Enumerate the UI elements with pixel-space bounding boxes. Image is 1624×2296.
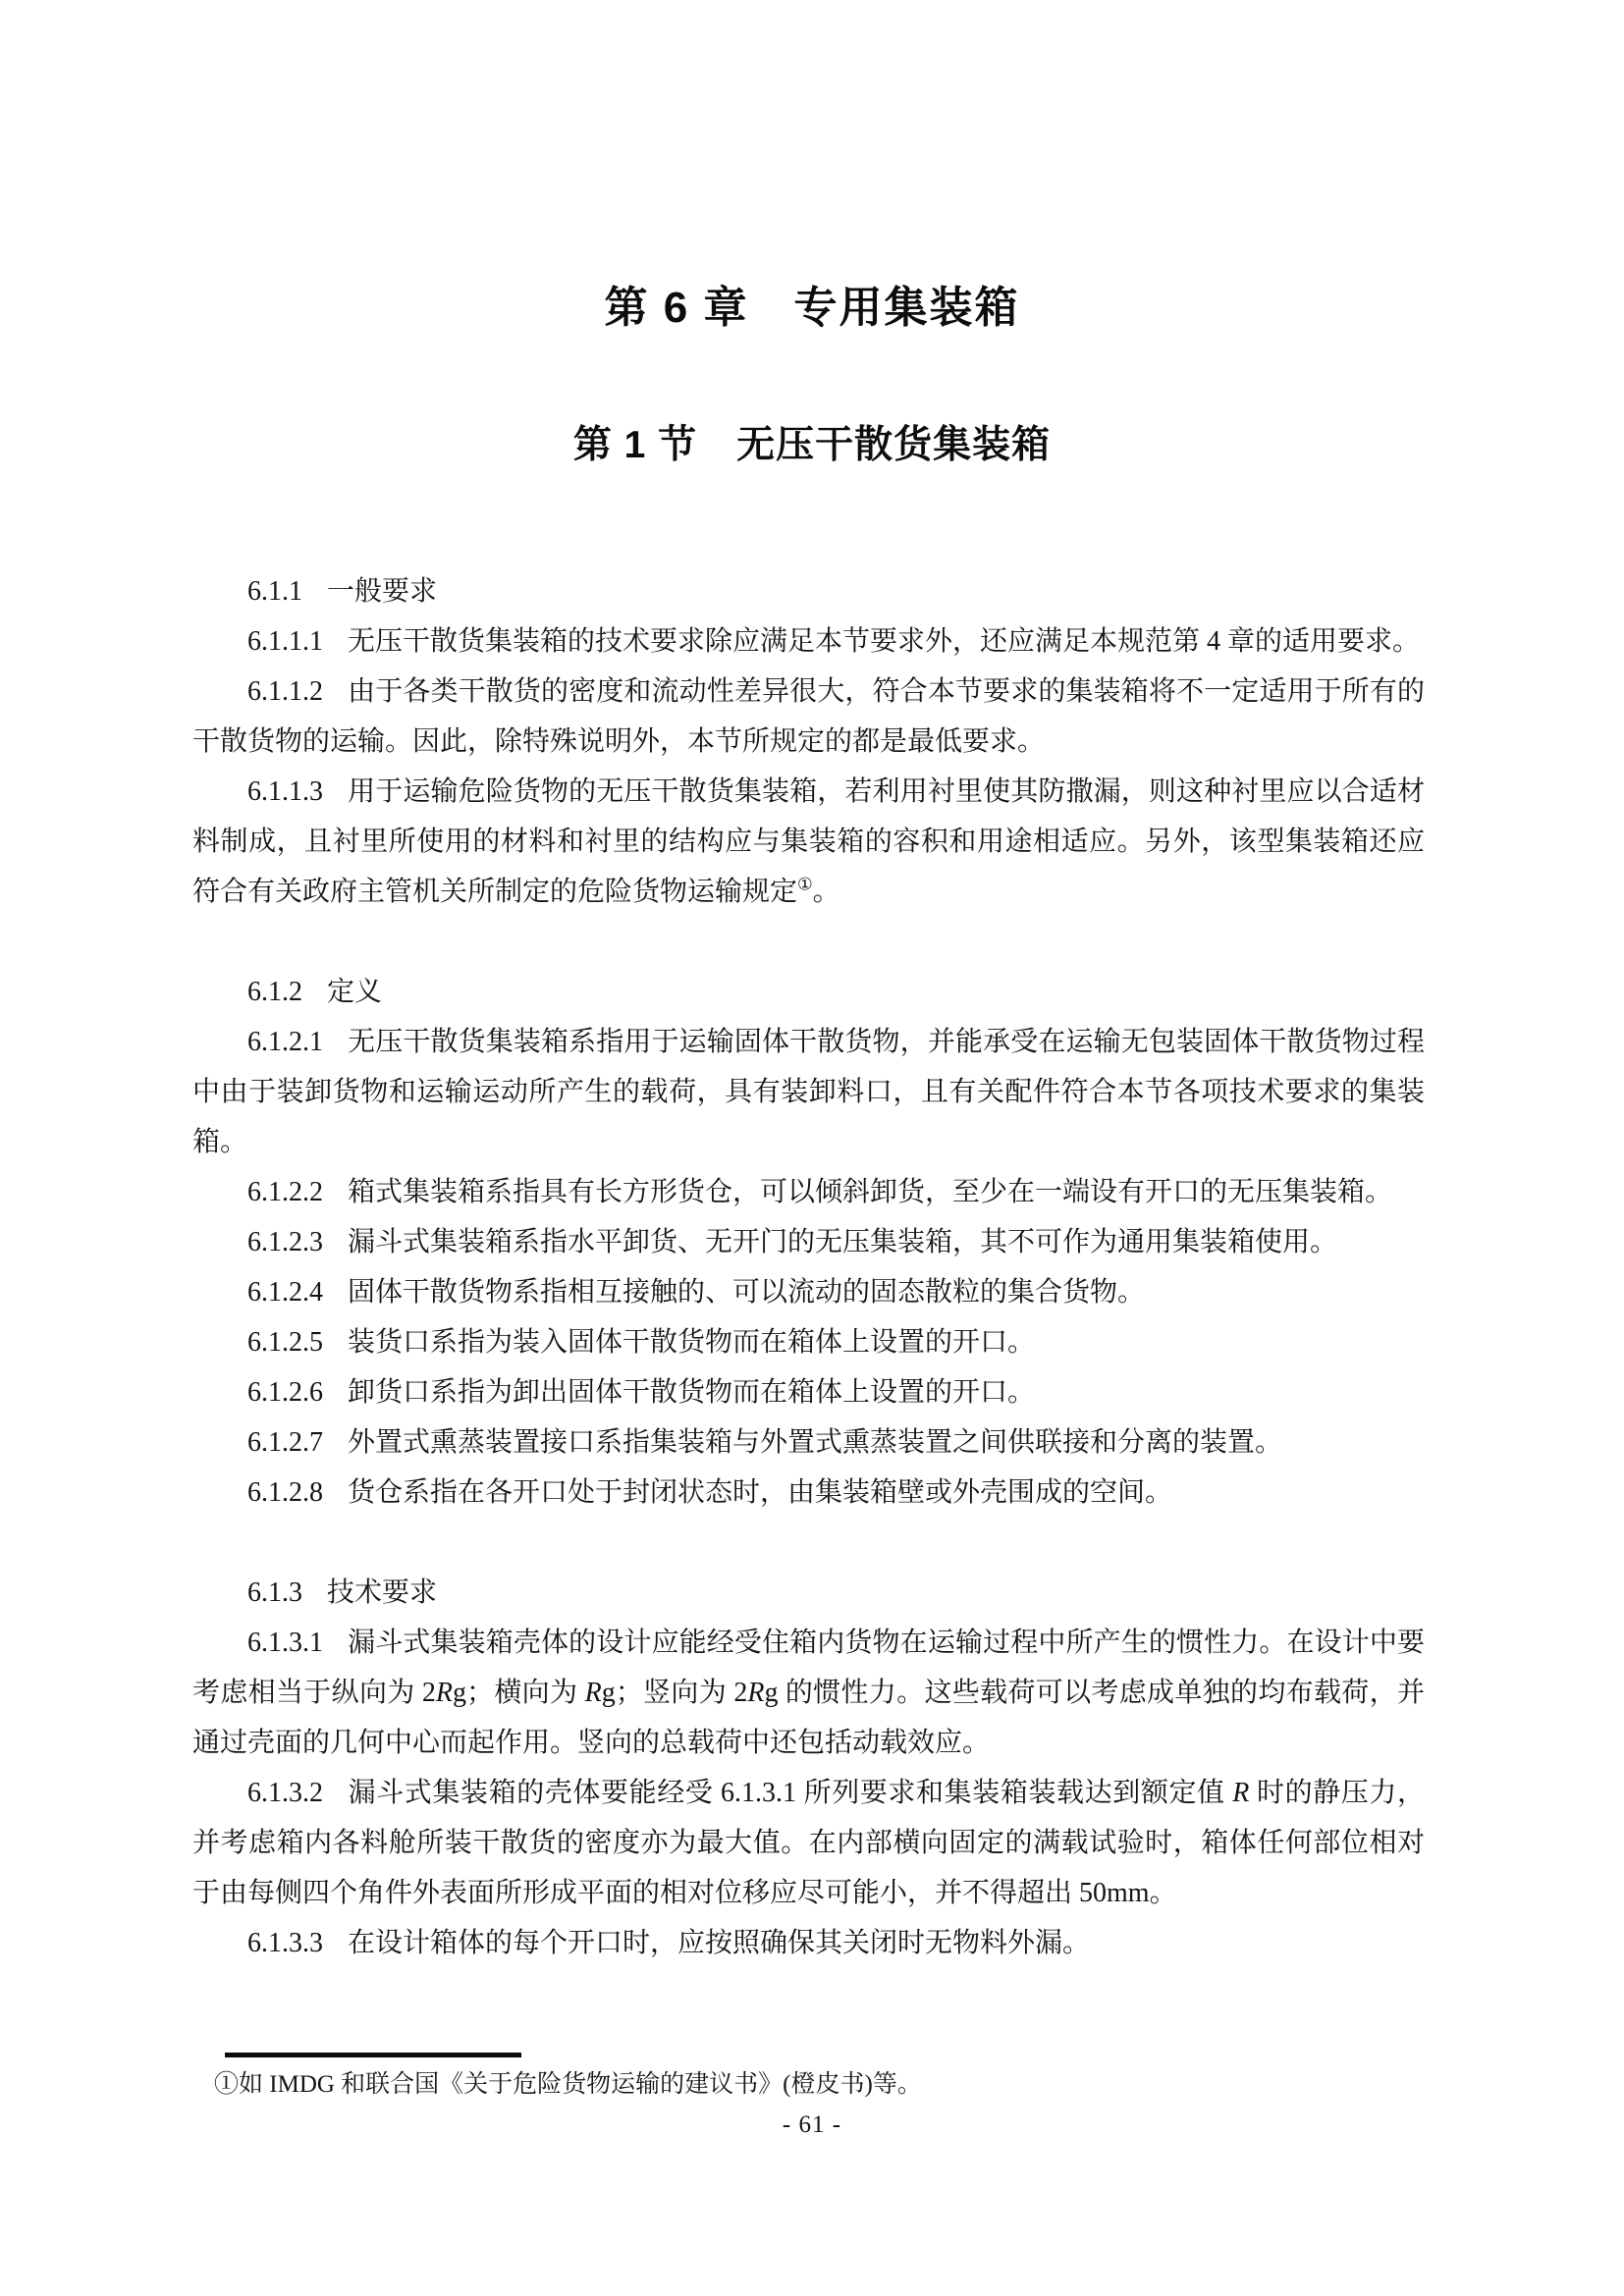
clause-text: 漏斗式集装箱的壳体要能经受 6.1.3.1 所列要求和集装箱装载达到额定值 — [348, 1778, 1233, 1808]
clause-text: 在设计箱体的每个开口时，应按照确保其关闭时无物料外漏。 — [348, 1928, 1091, 1958]
clause-text: R — [1232, 1778, 1250, 1808]
footnote-text — [214, 2068, 1425, 2102]
clause-number: 6.1.2.6 — [247, 1377, 323, 1408]
clause-number: 6.1.3.3 — [247, 1928, 323, 1958]
footnote-reference-mark: ① — [797, 875, 813, 894]
footnote-area — [192, 2053, 1425, 2102]
clause-text: 无压干散货集装箱系指用于运输固体干散货物，并能承受在运输无包装固体干散货物过程中由于装卸货物和运输运动所产生的载荷，具有装卸料口，且有关配件符合本节各项技术要求的集装箱。 — [192, 1027, 1425, 1157]
clause-6.1.3.3 — [192, 1918, 1425, 1968]
clause-text: 漏斗式集装箱系指水平卸货、无开门的无压集装箱，其不可作为通用集装箱使用。 — [348, 1227, 1338, 1257]
clause-text: 技术要求 — [327, 1577, 438, 1608]
clause-number: 6.1.1.1 — [247, 626, 323, 657]
clause-number: 6.1.2.1 — [247, 1027, 323, 1057]
clause-text: 用于运输危险货物的无压干散货集装箱，若利用衬里使其防撒漏，则这种衬里应以合适材料制成，且衬里所使用的材料和衬里的结构应与集装箱的容积和用途相适应。另外，该型集装箱还应符合有关政府主管机关所制定的危险货物运输规定 — [192, 776, 1425, 907]
clause-text: g 的惯性力。这些载荷可以考虑成单独的均布载荷，并通过壳面的几何中心而起作用。竖向的总载荷中还包括动载效应。 — [192, 1678, 1425, 1758]
clause-number: 6.1.2.4 — [247, 1277, 323, 1308]
clause-6.1.1.3 — [192, 767, 1425, 917]
clause-text: R — [584, 1678, 602, 1708]
clause-6.1.2.3 — [192, 1217, 1425, 1267]
clause-text: 。 — [812, 877, 840, 907]
clause-text: 漏斗式集装箱壳体的设计应能经受住箱内货物在运输过程中所产生的惯性力。在设计中要考虑相当于纵向为 2 — [192, 1628, 1425, 1708]
clause-6.1.2.5 — [192, 1317, 1425, 1367]
clause-text: 外置式熏蒸装置接口系指集装箱与外置式熏蒸装置之间供联接和分离的装置。 — [348, 1427, 1283, 1458]
clause-text: g；横向为 — [453, 1678, 585, 1708]
clause-6.1.3.2 — [192, 1768, 1425, 1918]
footnote-separator — [225, 2053, 521, 2057]
clause-heading-6.1.3 — [192, 1568, 1425, 1618]
section-title: 第 1 节 无压干散货集装箱 — [572, 424, 1052, 466]
clause-number: 6.1.1.2 — [247, 676, 323, 707]
clause-number: 6.1.2.2 — [247, 1177, 323, 1207]
clause-number: 6.1.2.3 — [247, 1227, 323, 1257]
footnote-body: 如 IMDG 和联合国《关于危险货物运输的建议书》(橙皮书)等。 — [239, 2071, 922, 2098]
clause-number: 6.1.2.5 — [247, 1327, 323, 1358]
clause-text: 时的静压力，并考虑箱内各料舱所装干散货的密度亦为最大值。在内部横向固定的满载试验时，箱体任何部位相对于由每侧四个角件外表面所形成平面的相对位移应尽可能小，并不得超出 50mm。 — [192, 1778, 1425, 1908]
clause-number: 6.1.2.7 — [247, 1427, 323, 1458]
footnote-marker: ① — [214, 2071, 240, 2098]
clause-number: 6.1.2.8 — [247, 1477, 323, 1508]
clause-text: R — [747, 1678, 765, 1708]
clause-text: 箱式集装箱系指具有长方形货仓，可以倾斜卸货，至少在一端设有开口的无压集装箱。 — [348, 1177, 1393, 1207]
body-text — [192, 566, 1425, 1968]
clause-6.1.2.1 — [192, 1017, 1425, 1167]
clause-number: 6.1.1.3 — [247, 776, 323, 807]
clause-text: 固体干散货物系指相互接触的、可以流动的固态散粒的集合货物。 — [348, 1277, 1146, 1308]
clause-text: g；竖向为 2 — [601, 1678, 748, 1708]
clause-heading-6.1.1 — [192, 566, 1425, 616]
clause-6.1.3.1 — [192, 1618, 1425, 1768]
clause-6.1.1.1 — [192, 616, 1425, 667]
clause-number: 6.1.1 — [247, 576, 302, 607]
clause-text: 无压干散货集装箱的技术要求除应满足本节要求外，还应满足本规范第 4 章的适用要求。 — [348, 626, 1421, 657]
clause-6.1.1.2 — [192, 667, 1425, 767]
clause-text: 一般要求 — [327, 576, 438, 607]
clause-number: 6.1.3 — [247, 1577, 302, 1608]
clause-text: 定义 — [327, 977, 383, 1007]
clause-6.1.2.7 — [192, 1417, 1425, 1468]
clause-6.1.2.6 — [192, 1367, 1425, 1417]
clause-6.1.2.4 — [192, 1267, 1425, 1317]
clause-text: 货仓系指在各开口处于封闭状态时，由集装箱壁或外壳围成的空间。 — [348, 1477, 1173, 1508]
page-number: - 61 - — [782, 2111, 842, 2138]
clause-number: 6.1.3.2 — [247, 1778, 323, 1808]
chapter-title: 第 6 章 专用集装箱 — [604, 284, 1020, 332]
clause-number: 6.1.3.1 — [247, 1628, 323, 1658]
clause-text: 卸货口系指为卸出固体干散货物而在箱体上设置的开口。 — [348, 1377, 1036, 1408]
clause-number: 6.1.2 — [247, 977, 302, 1007]
clause-text: R — [435, 1678, 454, 1708]
clause-text: 装货口系指为装入固体干散货物而在箱体上设置的开口。 — [348, 1327, 1036, 1358]
clause-heading-6.1.2 — [192, 967, 1425, 1017]
clause-6.1.2.8 — [192, 1468, 1425, 1518]
clause-text: 由于各类干散货的密度和流动性差异很大，符合本节要求的集装箱将不一定适用于所有的干散货物的运输。因此，除特殊说明外，本节所规定的都是最低要求。 — [192, 676, 1425, 757]
clause-6.1.2.2 — [192, 1167, 1425, 1217]
